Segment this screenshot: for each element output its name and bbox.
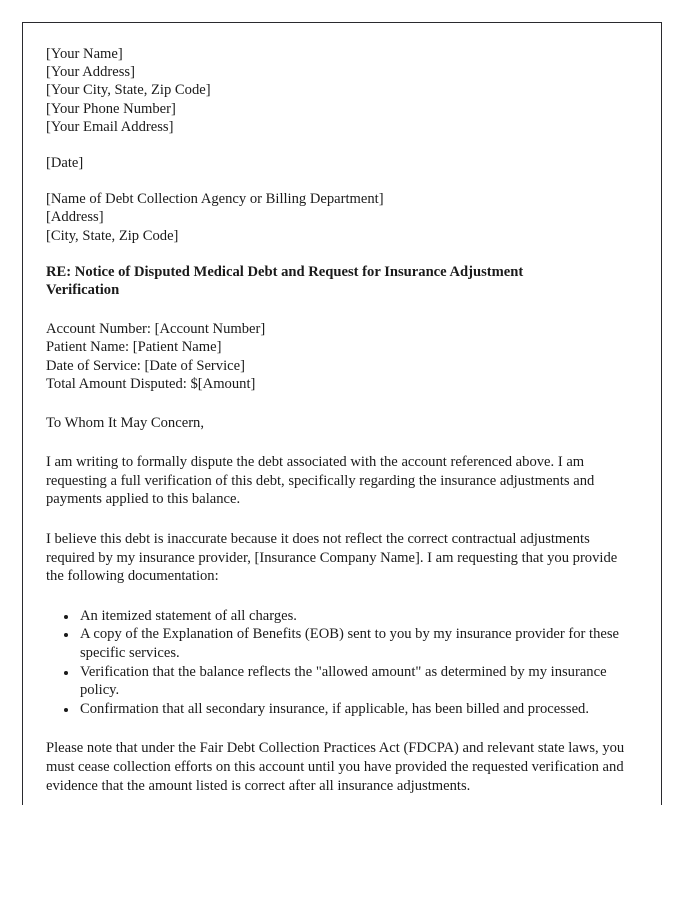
document-body (46, 45, 626, 795)
spacer (46, 136, 626, 154)
body-paragraph-2: I believe this debt is inaccurate because it does not reflect the correct contractual adjustments required by my insurance provider, [Insurance Company Name]. I am requesting that you provide the following documentation: (46, 531, 618, 585)
body-paragraph-1: I am writing to formally dispute the debt associated with the account referenced above. I am requesting a full verification of this debt, specifically regarding the insurance adjustments and payments applied to this balance. (46, 454, 595, 508)
recipient-address-block (46, 190, 626, 245)
sender-email-line: [Your Email Address] (46, 118, 174, 135)
list-item: • Confirmation that all secondary insurance, if applicable, has been billed and processed. (78, 700, 638, 719)
spacer (46, 718, 626, 739)
account-details-block (46, 320, 626, 393)
list-item: • An itemized statement of all charges. (78, 607, 638, 626)
recipient-address-line: [Address] (46, 209, 104, 226)
account-number-line: Account Number: [Account Number] (46, 321, 266, 338)
date-of-service-line: Date of Service: [Date of Service] (46, 357, 245, 374)
date-block (46, 154, 626, 172)
spacer (46, 586, 626, 607)
spacer (46, 393, 626, 414)
patient-name-line: Patient Name: [Patient Name] (46, 339, 222, 356)
spacer (46, 172, 626, 190)
body-paragraph-3: Please note that under the Fair Debt Collection Practices Act (FDCPA) and relevant state laws, you must cease collection efforts on this account until you have provided the requested verification and evidence that the amount listed is correct after all insurance adjustments. (46, 740, 625, 794)
spacer (46, 432, 626, 453)
recipient-city-state-zip-line: [City, State, Zip Code] (46, 227, 179, 244)
sender-name-line: [Your Name] (46, 46, 123, 62)
list-item: • Verification that the balance reflects the "allowed amount" as determined by my insurance policy. (78, 663, 638, 700)
sender-city-state-zip-line: [Your City, State, Zip Code] (46, 82, 211, 99)
total-amount-disputed-line: Total Amount Disputed: $[Amount] (46, 375, 256, 392)
salutation: To Whom It May Concern, (46, 415, 204, 432)
recipient-name-line: [Name of Debt Collection Agency or Billing Department] (46, 191, 384, 208)
subject-heading: RE: Notice of Disputed Medical Debt and Request for Insurance Adjustment Verification (46, 263, 524, 299)
requested-documentation-list (46, 607, 638, 719)
sender-phone-line: [Your Phone Number] (46, 100, 176, 117)
document-page (22, 22, 662, 805)
spacer (46, 245, 626, 263)
spacer (46, 509, 626, 530)
list-item: • A copy of the Explanation of Benefits (EOB) sent to you by my insurance provider for these specific services. (78, 625, 638, 662)
date-line: [Date] (46, 155, 84, 172)
sender-address-block (46, 45, 626, 136)
sender-address-line: [Your Address] (46, 64, 135, 81)
spacer (46, 299, 626, 320)
